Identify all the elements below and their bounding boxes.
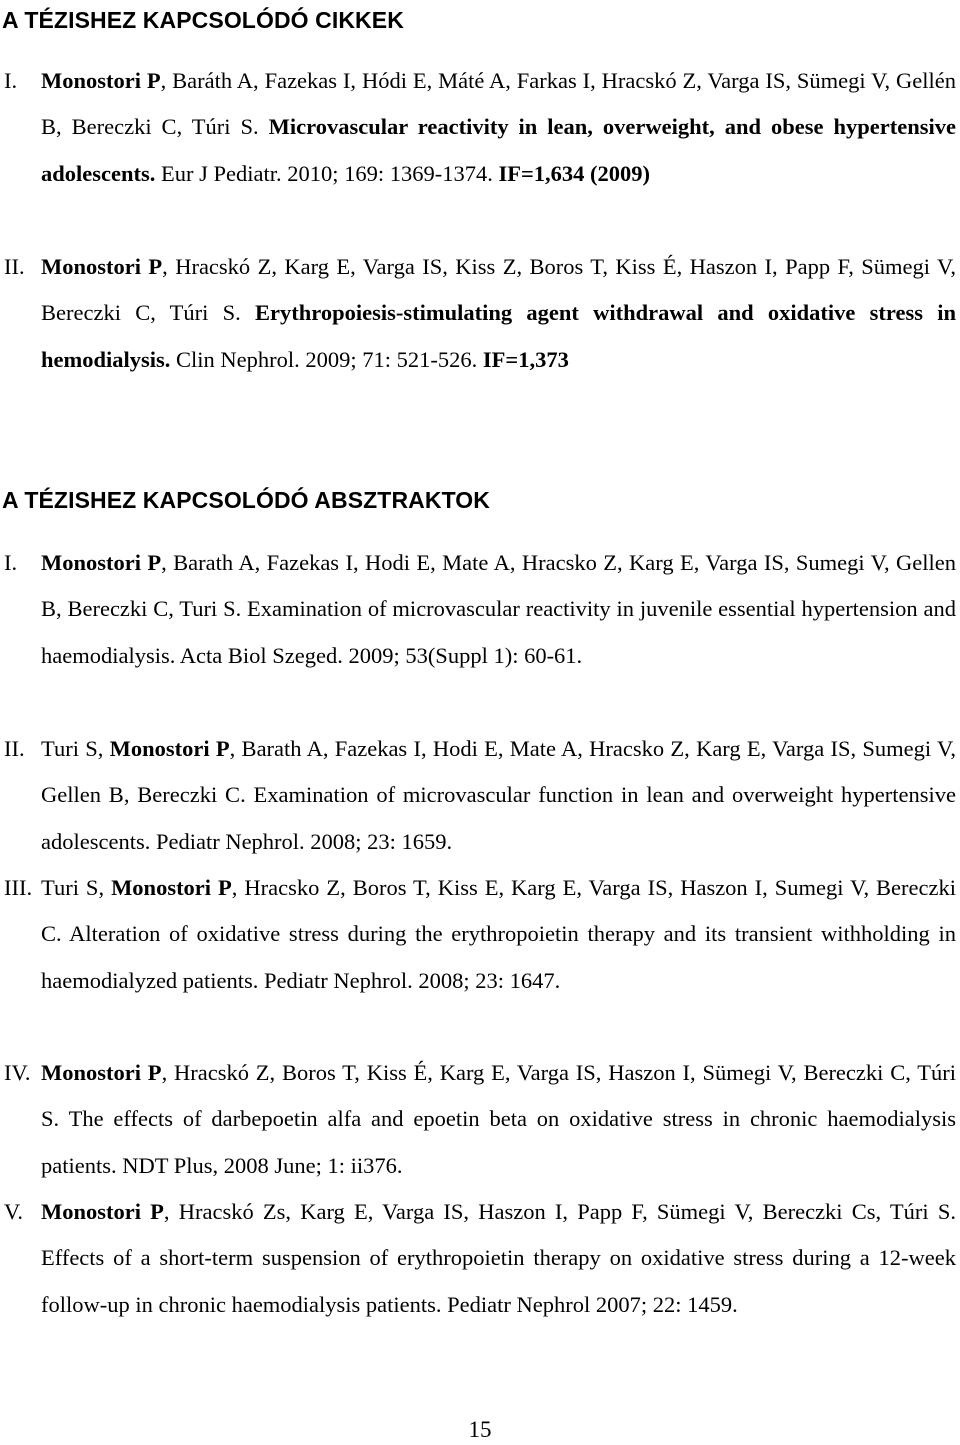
abstract-entry — [0, 865, 956, 1004]
entry-text — [41, 1050, 956, 1189]
citation-text: , Barath A, Fazekas I, Hodi E, Mate A, Hracsko Z, Karg E, Varga IS, Sumegi V, Gellen B, Bereczki C, Turi S. Examination of microvascular reactivity in juvenile essential hypertension and haemodialysis. Acta Biol Szeged. 2009; 53(Suppl 1): 60-61. — [41, 550, 956, 668]
abstract-entry — [0, 1050, 956, 1189]
article-entry — [0, 58, 956, 197]
abstract-entry — [0, 540, 956, 679]
author-bold: Monostori P — [41, 1060, 162, 1085]
impact-factor: IF=1,634 (2009) — [498, 160, 651, 186]
entry-number: II. — [4, 736, 25, 761]
abstract-entry — [0, 726, 956, 865]
article-title: Erythropoiesis-stimulating agent withdrawal and oxidative stress in hemodialysis. — [41, 300, 956, 372]
author-bold: Monostori P — [41, 550, 162, 575]
entry-text — [41, 244, 956, 383]
citation-text: , Baráth A, Fazekas I, Hódi E, Máté A, Farkas I, Hracskó Z, Varga IS, Sümegi V, Gellén B, Bereczki C, Túri S. — [41, 68, 957, 140]
author-bold: Monostori P — [111, 875, 232, 900]
entry-number: II. — [4, 254, 25, 279]
author-bold: Monostori P — [41, 68, 161, 93]
entry-number: V. — [4, 1199, 23, 1224]
citation-text: Turi S, — [41, 875, 112, 900]
article-title: Microvascular reactivity in lean, overweight, and obese hypertensive adolescents. — [41, 114, 956, 186]
citation-text: , Hracsko Z, Boros T, Kiss E, Karg E, Varga IS, Haszon I, Sumegi V, Bereczki C. Alteration of oxidative stress during the erythropoietin therapy and its transient withholding in haemodialyzed patients. Pediatr Nephrol. 2008; 23: 1647. — [41, 875, 956, 993]
citation-text: Eur J Pediatr. 2010; 169: 1369-1374. — [155, 160, 499, 186]
entry-number: IV. — [4, 1060, 31, 1085]
citation-text: Turi S, — [41, 736, 110, 761]
entry-number: I. — [4, 550, 18, 575]
impact-factor: IF=1,373 — [482, 346, 569, 372]
citation-text: , Barath A, Fazekas I, Hodi E, Mate A, Hracsko Z, Karg E, Varga IS, Sumegi V, Gellen B, Bereczki C. Examination of microvascular function in lean and overweight hypertensive adolescents. Pediatr Nephrol. 2008; 23: 1659. — [41, 736, 956, 854]
entry-text — [41, 58, 956, 197]
citation-text: , Hracskó Z, Karg E, Varga IS, Kiss Z, Boros T, Kiss É, Haszon I, Papp F, Sümegi V, Bereczki C, Túri S. — [41, 254, 956, 326]
section-heading-abstracts: A TÉZISHEZ KAPCSOLÓDÓ ABSZTRAKTOK — [2, 487, 491, 513]
entry-text — [41, 540, 956, 679]
entry-text — [41, 865, 956, 1004]
section-heading-articles: A TÉZISHEZ KAPCSOLÓDÓ CIKKEK — [2, 7, 404, 33]
entry-text — [41, 1189, 956, 1328]
citation-text: , Hracskó Zs, Karg E, Varga IS, Haszon I, Papp F, Sümegi V, Bereczki Cs, Túri S. Effects of a short-term suspension of erythropoietin therapy on oxidative stress during a 12-week follow-up in chronic haemodialysis patients. Pediatr Nephrol 2007; 22: 1459. — [41, 1199, 956, 1317]
author-bold: Monostori P — [41, 254, 163, 279]
citation-text: , Hracskó Z, Boros T, Kiss É, Karg E, Varga IS, Haszon I, Sümegi V, Bereczki C, Túri S. The effects of darbepoetin alfa and epoetin beta on oxidative stress in chronic haemodialysis patients. NDT Plus, 2008 June; 1: ii376. — [41, 1060, 957, 1178]
page-number: 15 — [468, 1417, 492, 1442]
entry-number: I. — [4, 68, 18, 93]
abstract-entry — [0, 1189, 956, 1328]
entry-text — [41, 726, 956, 865]
author-bold: Monostori P — [109, 736, 230, 761]
author-bold: Monostori P — [41, 1199, 164, 1224]
citation-text: Clin Nephrol. 2009; 71: 521-526. — [170, 346, 483, 372]
article-entry — [0, 244, 956, 383]
entry-number: III. — [4, 875, 33, 900]
